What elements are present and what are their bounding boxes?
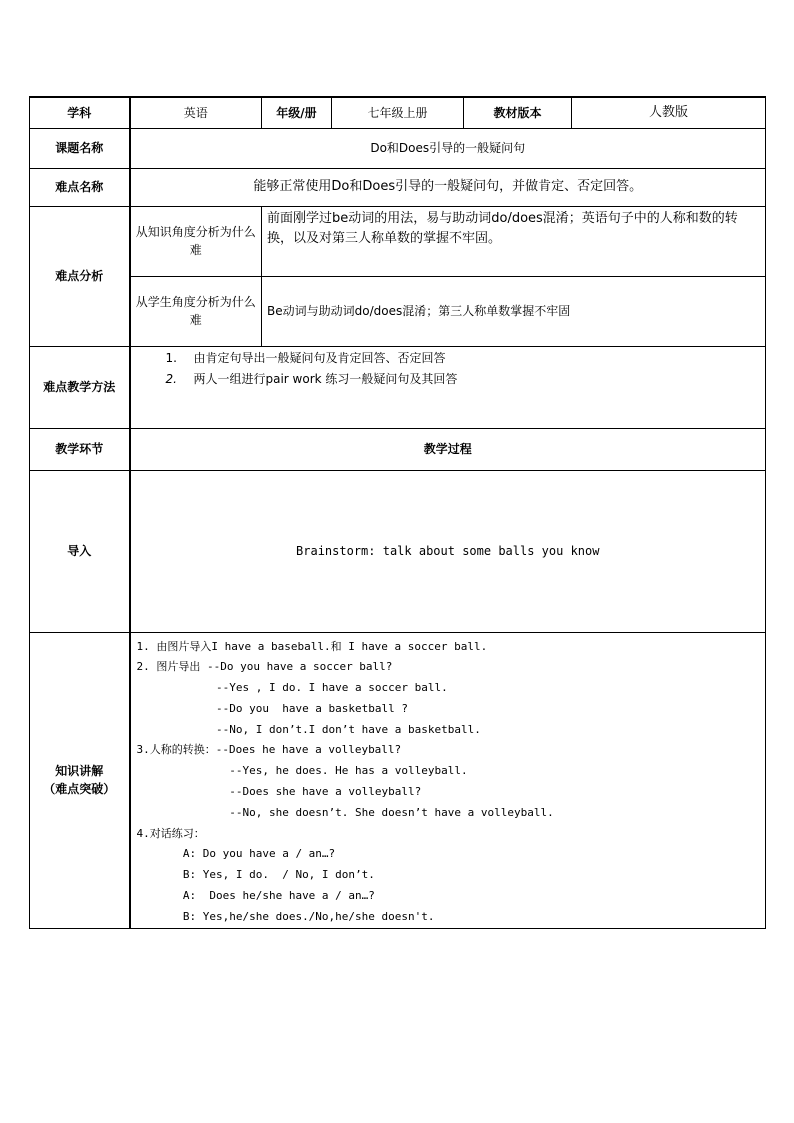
knowledge-angle-value: 前面刚学过be动词的用法，易与助动词do/does混淆；英语句子中的人称和数的转换，以及对第三人称单数的掌握不牢固。	[262, 206, 766, 276]
topic-row	[30, 128, 766, 168]
process-header-row	[30, 428, 766, 470]
edition-label: 教材版本	[464, 97, 572, 128]
method-item: 1. 由肯定句导出一般疑问句及肯定回答、否定回答	[165, 350, 446, 365]
explanation-line: 3.人称的转换：--Does he have a volleyball?	[136, 743, 402, 757]
explanation-line: A: Do you have a / an…?	[136, 847, 336, 861]
subject-value: 英语	[130, 97, 262, 128]
intro-text: Brainstorm: talk about some balls you know	[130, 470, 766, 632]
explanation-line: --Yes, he does. He has a volleyball.	[136, 764, 468, 778]
grade-value: 七年级上册	[332, 97, 464, 128]
explanation-line: A: Does he/she have a / an…?	[136, 889, 375, 903]
explanation-line: --Does she have a volleyball?	[136, 785, 422, 799]
explanation-content	[130, 632, 766, 928]
knowledge-angle-label: 从知识角度分析为什么难	[130, 206, 262, 276]
explanation-line: 1. 由图片导入I have a baseball.和 I have a soccer ball.	[136, 639, 488, 653]
difficulty-label: 难点名称	[30, 168, 130, 206]
analysis-student-row	[30, 276, 766, 346]
header-row	[30, 97, 766, 128]
topic-label: 课题名称	[30, 128, 130, 168]
explanation-line: B: Yes, I do. / No, I don’t.	[136, 868, 375, 882]
explanation-label	[30, 632, 130, 928]
methods-row	[30, 346, 766, 428]
explanation-row	[30, 632, 766, 928]
method-item: 2. 两人一组进行pair work 练习一般疑问句及其回答	[165, 371, 458, 386]
lesson-plan-table	[29, 96, 766, 929]
stage-label: 教学环节	[30, 428, 130, 470]
explanation-line: 4.对话练习：	[136, 826, 205, 840]
process-label: 教学过程	[130, 428, 766, 470]
grade-label: 年级/册	[262, 97, 332, 128]
explanation-line: --Do you have a basketball ?	[136, 701, 409, 715]
explanation-line: --No, I don’t.I don’t have a basketball.	[136, 722, 481, 736]
methods-cell	[130, 346, 766, 428]
explanation-line: B: Yes,he/she does./No,he/she doesn't.	[136, 909, 435, 923]
explanation-line: --No, she doesn’t. She doesn’t have a volleyball.	[136, 805, 554, 819]
explanation-line: --Yes , I do. I have a soccer ball.	[136, 681, 448, 695]
analysis-knowledge-row	[30, 206, 766, 276]
topic-value: Do和Does引导的一般疑问句	[130, 128, 766, 168]
subject-label: 学科	[30, 97, 130, 128]
methods-label: 难点教学方法	[30, 346, 130, 428]
student-angle-value: Be动词与助动词do/does混淆；第三人称单数掌握不牢固	[262, 276, 766, 346]
explanation-label-line1: 知识讲解	[55, 764, 104, 779]
explanation-label-line2: （难点突破）	[43, 782, 116, 797]
explanation-line: 2. 图片导出 --Do you have a soccer ball?	[136, 660, 393, 674]
methods-list	[136, 348, 761, 390]
difficulty-value: 能够正常使用Do和Does引导的一般疑问句，并做肯定、否定回答。	[130, 168, 766, 206]
analysis-label: 难点分析	[30, 206, 130, 346]
student-angle-label: 从学生角度分析为什么难	[130, 276, 262, 346]
intro-row	[30, 470, 766, 632]
edition-value: 人教版	[572, 97, 766, 128]
difficulty-row	[30, 168, 766, 206]
intro-label: 导入	[30, 470, 130, 632]
